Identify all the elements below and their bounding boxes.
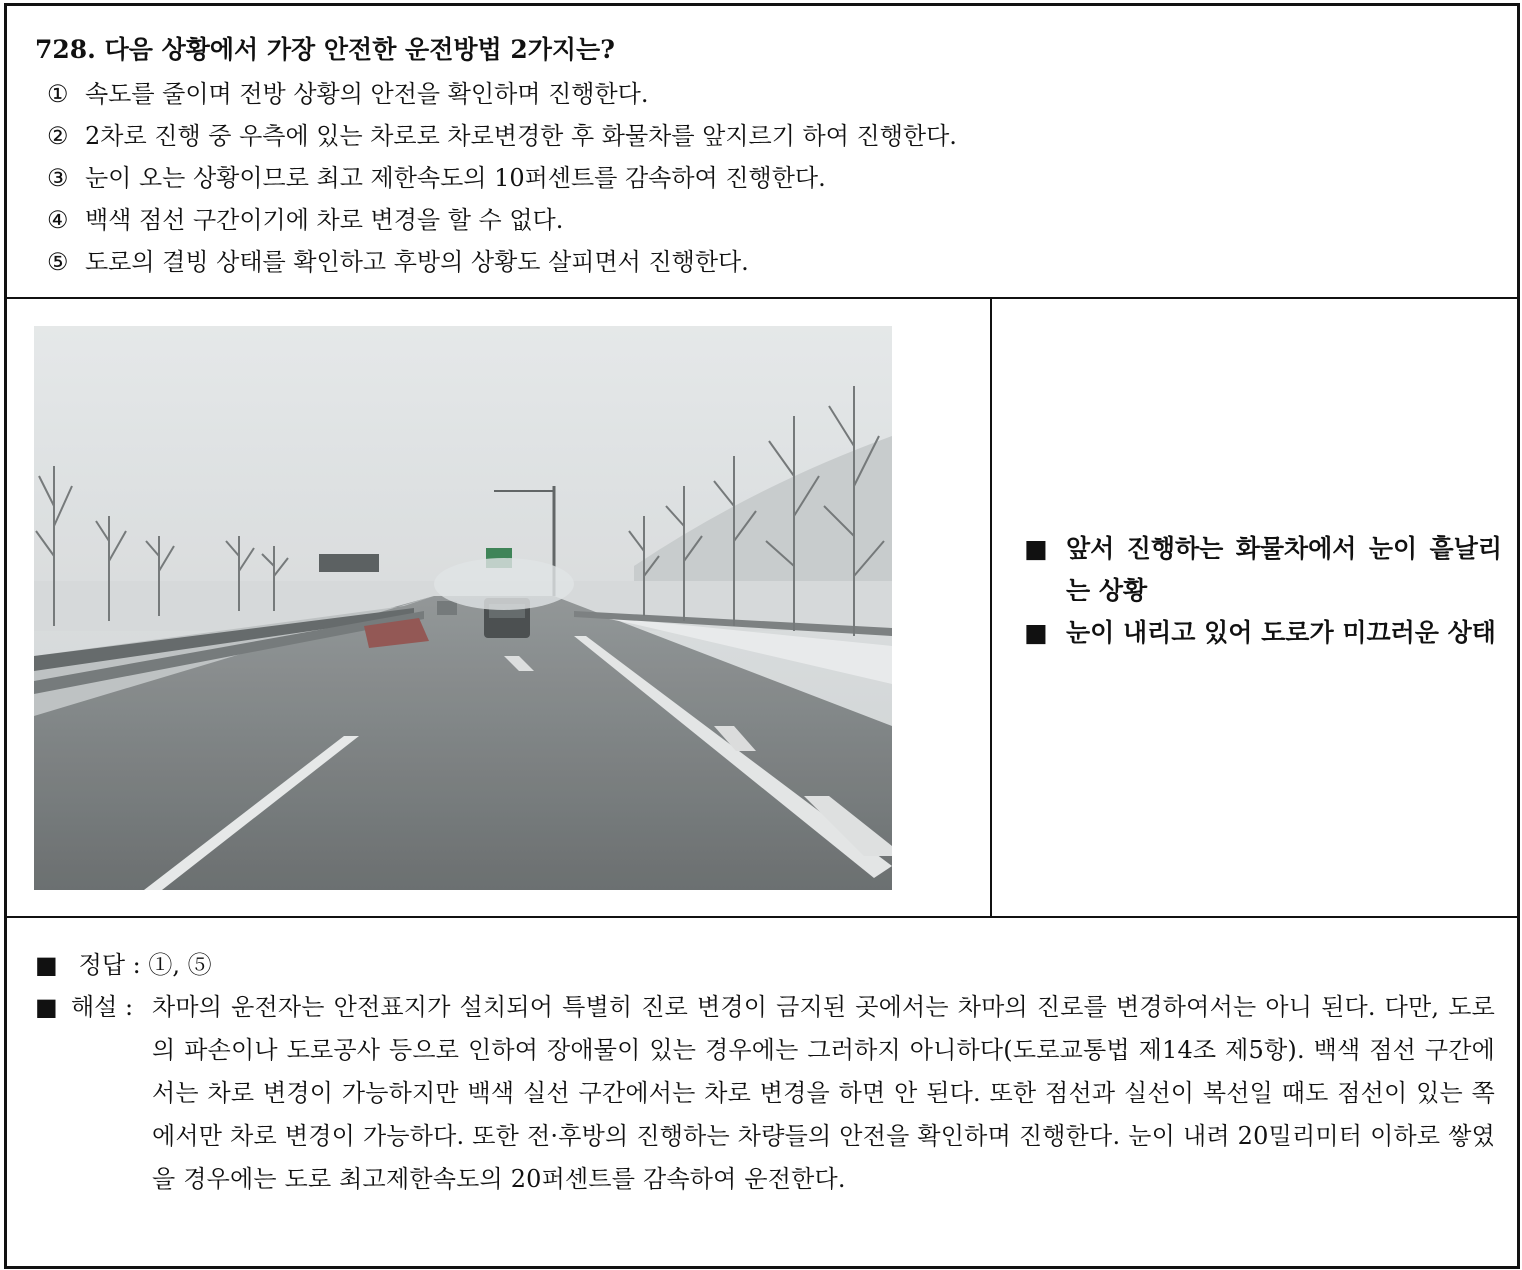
square-bullet-icon: ■ — [35, 951, 58, 979]
situation-text: 눈이 내리고 있어 도로가 미끄러운 상태 — [1066, 618, 1496, 647]
road-scene-photo — [34, 326, 892, 890]
situation-item — [1022, 612, 1502, 654]
haze-overlay — [34, 326, 892, 890]
option-number: ② — [47, 122, 69, 150]
option-number: ③ — [47, 164, 69, 192]
question-title: 728. 다음 상황에서 가장 안전한 운전방법 2가지는? — [35, 35, 615, 64]
option-5[interactable] — [35, 241, 1495, 283]
option-number: ④ — [47, 206, 69, 234]
square-bullet-icon: ■ — [35, 993, 58, 1021]
square-bullet-icon: ■ — [1024, 618, 1048, 647]
question-card — [4, 3, 1520, 1269]
question-section — [35, 32, 1495, 283]
option-text: 2차로 진행 중 우측에 있는 차로로 차로변경한 후 화물차를 앞지르기 하여 진행한다. — [85, 122, 957, 150]
snowy-highway-illustration — [34, 326, 892, 890]
option-1[interactable] — [35, 73, 1495, 115]
option-text: 도로의 결빙 상태를 확인하고 후방의 상황도 살피면서 진행한다. — [85, 248, 749, 276]
square-bullet-icon: ■ — [1024, 534, 1048, 563]
option-4[interactable] — [35, 199, 1495, 241]
divider-vertical — [990, 297, 992, 916]
explanation-label: 해설 : — [71, 993, 134, 1021]
explanation-text: 차마의 운전자는 안전표지가 설치되어 특별히 진로 변경이 금지된 곳에서는 차마의 진로를 변경하여서는 아니 된다. 다만, 도로의 파손이나 도로공사 등으로 인하여 장애물이 있는 경우에는 그러하지 아니하다(도로교통법 제14조 제5항). 백색 점선 구간에서는 차로 변경이 가능하지만 백색 실선 구간에서는 차로 변경을 하면 안 된다. 또한 점선과 실선이 복선일 때도 점선이 있는 쪽에서만 차로 변경이 가능하다. 또한 전·후방의 진행하는 차량들의 안전을 확인하며 진행한다. 눈이 내려 20밀리미터 이하로 쌓였을 경우에는 도로 최고제한속도의 20퍼센트를 감속하여 운전한다. — [152, 993, 1495, 1193]
divider-bottom — [7, 916, 1517, 918]
option-number: ① — [47, 80, 69, 108]
explanation — [35, 986, 1495, 1201]
situation-panel — [1022, 528, 1502, 654]
answer-label: 정답 : — [78, 951, 141, 979]
option-text: 속도를 줄이며 전방 상황의 안전을 확인하며 진행한다. — [85, 80, 649, 108]
option-2[interactable] — [35, 115, 1495, 157]
situation-item — [1022, 528, 1502, 612]
correct-answer — [35, 944, 1495, 986]
situation-text: 앞서 진행하는 화물차에서 눈이 흩날리는 상황 — [1066, 534, 1502, 605]
option-text: 백색 점선 구간이기에 차로 변경을 할 수 없다. — [85, 206, 564, 234]
answer-section — [35, 944, 1495, 1201]
option-text: 눈이 오는 상황이므로 최고 제한속도의 10퍼센트를 감속하여 진행한다. — [85, 164, 826, 192]
divider-top — [7, 297, 1517, 299]
option-number: ⑤ — [47, 248, 69, 276]
answer-value: ①, ⑤ — [148, 951, 212, 979]
option-3[interactable] — [35, 157, 1495, 199]
